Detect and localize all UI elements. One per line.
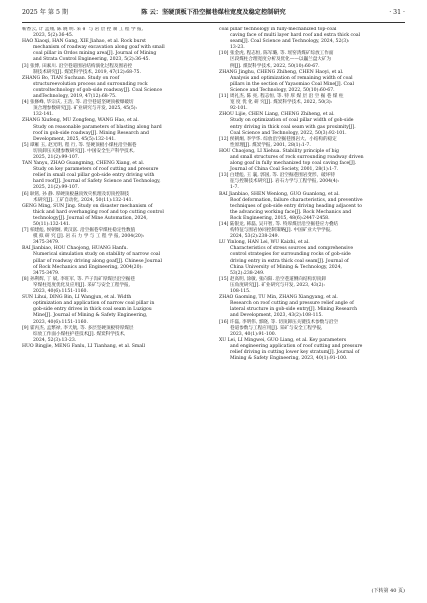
reference-line: HUO Bingjie, MENG Fanlu, LI Tianhang, et al. Small [22,343,145,349]
reference-line: seam[J]. Coal Science and Technology, 2024, 52(3): [230,39,350,45]
reference-line: along goaf in fully mechanized top coal caving face[J]. [230,161,357,167]
reference-line: ZHANG Xiufeng, MU Zongfeng, WANG Hao, et al. [22,118,139,124]
reference-entry [219,338,405,362]
reference-line: 3475-3479. [33,270,60,276]
reference-line: 92-101. [230,106,248,112]
reference-entry [219,149,405,173]
reference-line: 132-141. [33,112,54,118]
reference-entry [219,70,405,94]
reference-line: Coal Science and Technology, 2022, 50(3):92-101. [230,130,347,136]
reference-line: mechanism of roadway excavation along goaf with small [33,45,165,51]
reference-line: Rock Engineering, 2015, 48(6):2447-2458. [230,215,330,221]
reference-line: roof in gob-side roadway[J]. Mining Research and [33,130,149,136]
reference-line: 术研究[J]. 工矿自动化, 2024, 50(11):132-141. [33,197,134,203]
reference-line: [11] 周礼杰, 陈 亮, 程志恒, 等. 特 厚 煤 层 沿 空 掘 巷 煤 柱 [219,94,344,100]
reference-entry [22,344,208,350]
reference-line: controltechnology of gob-side roadway[J]. Coal Science [33,87,163,93]
reference-line: 2024, 53(2):238-249. [230,234,280,240]
reference-entry [22,100,208,118]
reference-line: entry driving in thick coal seam with gas proximity[J]. [230,124,356,130]
reference-entry [22,27,208,39]
reference-entry [219,173,405,191]
reference-line: 宽 度 优 化 研 究[J]. 煤炭科学技术, 2022, 50(3): [230,100,333,106]
reference-line: 1-7. [230,185,239,191]
reference-line: Study on optimization of coal pillar width of gob-side [230,118,354,124]
reference-line: of Rock Mechanics and Engineering, 2004(20): [33,264,143,270]
reference-line: 构特征与围岩协同控制策略[J]. 中国矿业大学学报, [230,228,332,234]
reference-line: optimization and application of narrow coal pillar in [33,301,155,307]
reference-line: 窄煤柱宽度优化及应用[J]. 采矿与安全工程学报, [33,282,131,288]
reference-line: 巷道参数与工程应用[J]. 采矿与安全工程学报, [230,325,323,331]
reference-line: ZHAO Gaoming, TU Min, ZHANG Xiangyang, et al. [219,295,338,301]
reference-line: TAN Yanyu, ZHAO Guangming, CHENG Xiang, et al. [22,161,145,167]
reference-line: relief driving in cutting lower key stratum[J]. Journal of [230,349,360,355]
reference-line: control strategies for surrounding rocks of gob-side [230,252,351,258]
reference-entry [219,277,405,295]
reference-entry [219,320,405,338]
reference-line: GENG Ming, SUN Jing. Study on disaster mechanism of [22,203,153,209]
reference-line: 3475-3479. [33,240,60,246]
reference-line: XU Lei, LI Mingwei, GUO Liang, et al. Key parameters [219,337,347,343]
reference-column-right [219,27,405,587]
reference-entry [219,94,405,112]
page-number: · 31 · [389,9,405,16]
reference-column-left [22,27,208,587]
reference-line: 2023, 5(2):36-45. [33,33,74,39]
reference-line: the advancing working face[J]. Rock Mechanics and [230,209,352,215]
reference-entry [219,112,405,136]
reference-line: pillar of roadway driving along goaf[J]. Chinese Journal [33,258,162,264]
reference-line: andTechnology, 2019, 47(12):68-75. [33,94,117,100]
reference-line: Science and Technology, 2022, 50(10):60-67. [230,87,335,93]
reference-line: Numerical simulation study on stability of narrow coal [33,252,161,258]
reference-line: [3] 张博, 田素川. 沿空巷道围岩结构演化过程及围岩控 [22,63,133,69]
reference-line: thick and hard overhanging roof and top cutting control [33,209,164,215]
reference-line: ZHANG Bo, TIAN Suchuan. Study on roof [22,75,120,81]
reference-line: 2023, 40(6):1151-1160. [33,289,88,295]
reference-line: [12] 侯朝炯, 李学华. 综放沿空掘巷围岩大、小结构的稳定 [219,136,337,142]
reference-line: Mining & Safety Engineering, 2023, 40(1):91-100. [230,356,348,362]
reference-entry [219,51,405,69]
reference-line: [5] 谭雁 玉, 赵光明, 程 行, 等. 坚硬顶板小煤柱沿空掘巷 [22,142,137,148]
reference-line: HOU Chaojong, LI Xiehua. Stability principle of big [219,148,339,154]
reference-line: ZHANG Jinghu, CHENG Zhiheng, CHEN Haoyi, et al. [219,69,344,75]
reference-line: 2023, 40(1):91-100. [230,331,277,337]
reference-line: coal pillar in Ordos mining area[J]. Journal of Mining [33,51,157,57]
reference-entry [219,222,405,240]
reference-entry [22,192,208,204]
reference-line: 综放工作面小煤柱护巷技术[J]. 煤炭科学技术, [33,331,126,337]
reference-line: 例[J]. 煤炭科学技术, 2022, 50(10):60-67. [230,63,320,69]
reference-line: driving entry in extra thick coal seam[J]. Journal of [230,258,349,264]
reference-line: China University of Mining & Technology, 2024, [230,264,342,270]
reference-line: Development, 2025, 45(5):132-141. [33,136,116,142]
reference-line: 50(11):132-141. [33,222,71,227]
reference-line: 2024, 52(3):13-23. [33,337,77,343]
reference-line: 切顶卸压关键参数研究[J]. 中国安全生产科学技术, [33,148,135,154]
reference-entry [22,161,208,191]
reference-line: 2025, 21(2):99-107. [33,185,80,191]
reference-line: and Strata Control Engineering, 2023, 5(2):36-45. [33,57,150,63]
reference-line: 区段煤柱合理宽度分析及优化——以巍兰盘大矿为 [230,57,332,63]
reference-line: 压角度研究[J]. 矿业研究与开发, 2023, 43(2): [230,282,325,288]
reference-line: [7] 柏建彪, 侯朝炯, 黄汉富. 沿空掘巷窄煤柱稳定性数值 [22,228,136,234]
reference-line: structureevolution process and surrounding rock [33,81,148,87]
reference-line: and small structures of rock surrounding roadway driven [230,154,364,160]
reference-line: 顶合理参数研究[J]. 矿业研究与开发, 2025, 45(5): [33,106,138,112]
reference-line: 性原理[J]. 煤炭学报, 2001, 28(1):1-7. [230,142,311,148]
reference-line: gob-side entry drives in thick coal seam in Luzigou [33,307,152,313]
running-header [22,6,405,20]
reference-line: technology[J]. Journal of Mine Automation, 2024, [33,215,148,221]
reference-entry [22,295,208,325]
reference-line: [15] 赵高明, 涂敏, 张向阳. 沿空巷道侧向结构切顶卸 [219,276,326,282]
reference-line: [9] 霍丙杰, 孟繁禄, 李天航, 等. 多层坚硬顶板特厚煤层 [22,325,134,331]
issue-label: 2025 年 第 5 期 [22,9,69,16]
reference-line: 征与控制技术研究[J]. 岩石力学与工程学报, 2004(4): [230,179,340,185]
reference-entry [22,143,208,161]
reference-line: relief in small coal pillar gob-side entry driving with [33,173,155,179]
reference-line: [14] 陆银龙, 韩磊, 吴开智, 等. 特厚煤层沿空掘巷应力叠结 [219,222,339,227]
reference-line: [16] 许磊, 李明伟, 郭晓, 等. 切顶卸压关键技术参数与沿空 [219,319,339,325]
reference-entry [219,295,405,319]
reference-line: and Development, 2023, 43(2):108-115. [230,313,323,319]
continuation-note: (下转第 40 页) [371,588,405,594]
reference-entry [219,240,405,277]
reference-line: 制技术研究[J]. 煤炭科学技术, 2019, 47(12):68-75. [33,69,141,75]
reference-line: 108-115. [230,289,251,295]
reference-line: techniques of gob-side entry driving heading adjacent to [230,203,363,209]
reference-line: Characteristics of stress sources and comprehensive [230,246,354,252]
reference-line: pillars in the section of Yayaomiao Coal Mine[J]. Coal [230,81,354,87]
header-rule [22,22,405,23]
reference-line: Research on roof cutting and pressure relief angle of [230,301,354,307]
reference-entry [22,118,208,142]
reference-line: lateral structure in gob-side entry[J]. Mining Research [230,307,358,313]
reference-line: [13] 白建彪, 王 襄, 郭国, 等. 沿空掘巷围岩变形、破坏特 [219,173,335,179]
reference-entry [22,326,208,344]
reference-line: caving face of multi layer hard roof and extra thick coal [230,33,361,39]
reference-entry [22,76,208,100]
reference-line: hard roof[J]. Journal of Safety Science and Technology, [33,179,161,185]
reference-line: 2023, 40(6):1151-1160. [33,319,88,325]
reference-line: HAO Xiaoqi, HAN Gang, XIE Jiahao, et al. Rock burst [22,39,146,45]
reference-entry [22,277,208,295]
reference-line: [6] 耿铭, 孙 静. 厚硬顶板悬顶致灾机理及切顶控制技 [22,191,130,197]
reference-line: LU Yinlong, HAN Lei, WU Kaizhi, et al. [219,240,310,246]
reference-line: 2025, 21(2):99-107. [33,154,80,160]
reference-line: Study on key parameters of roof cutting and pressure [33,167,159,173]
reference-line: 靳香云, 计 孟翔, 陈 晓 明. 采 矿 与 岩 层 控 制 工 程 学 报, [22,27,144,32]
reference-entry [22,246,208,276]
reference-line: SUN Lihui, DING Bin, LI Wangjun, et al. Width [22,295,132,301]
reference-line: [10] 张金虎, 程志恒, 陈军璐, 等. 瑶窑湾煤矿综放工作面 [219,51,334,57]
reference-line: 13-23. [230,45,245,51]
reference-entry [219,137,405,149]
reference-line: Journal of China Coal Society, 2001, 28(1):1-7. [230,167,339,173]
reference-line: 53(2):238-249. [230,270,265,276]
reference-entry [219,27,405,51]
reference-line: BAI Jianbiao, SHEN Wenlong, GUO Guanlong, et al. [219,191,340,197]
reference-entry [22,64,208,76]
reference-entry [22,204,208,228]
reference-line: ZHOU Lijie, CHEN Liang, CHENG Zhiheng, et al. [219,112,335,118]
reference-line: Mine[J]. Journal of Mining & Safety Engineering, [33,313,148,319]
reference-entry [22,228,208,246]
reference-entry [219,192,405,222]
article-title: 陈 云：坚硬顶板下沿空掘巷煤柱宽度及稳定控制研究 [141,9,286,16]
reference-line: 模 拟 研 究 [J]. 岩 石 力 学 与 工 程 学 报, 2004(20): [33,234,145,240]
reference-line: Analysis and optimization of remaining width of coal [230,75,353,81]
reference-line: [8] 孙利辉, 丁 斌, 李旺军, 等. 芦子沟矿厚煤层沿空掘巷 [22,276,135,282]
reference-line: Roof deformation, failure characteristics, and preventive [230,197,363,203]
reference-line: BAI Jianbiao, HOU Chaojong, HUANG Hanfu. [22,246,128,252]
reference-line: Study on reasonable parameters of blasting along hard [33,124,162,130]
reference-line: [4] 张修峰, 毕宗庆, 王浩, 等. 沿空巷道坚硬顶板爆破切 [22,100,134,106]
reference-entry [22,39,208,63]
reference-line: coal pillar technology in fully-mechanized top-coal [219,27,337,32]
reference-line: and engineering application of roof cutting and pressure [230,343,363,349]
